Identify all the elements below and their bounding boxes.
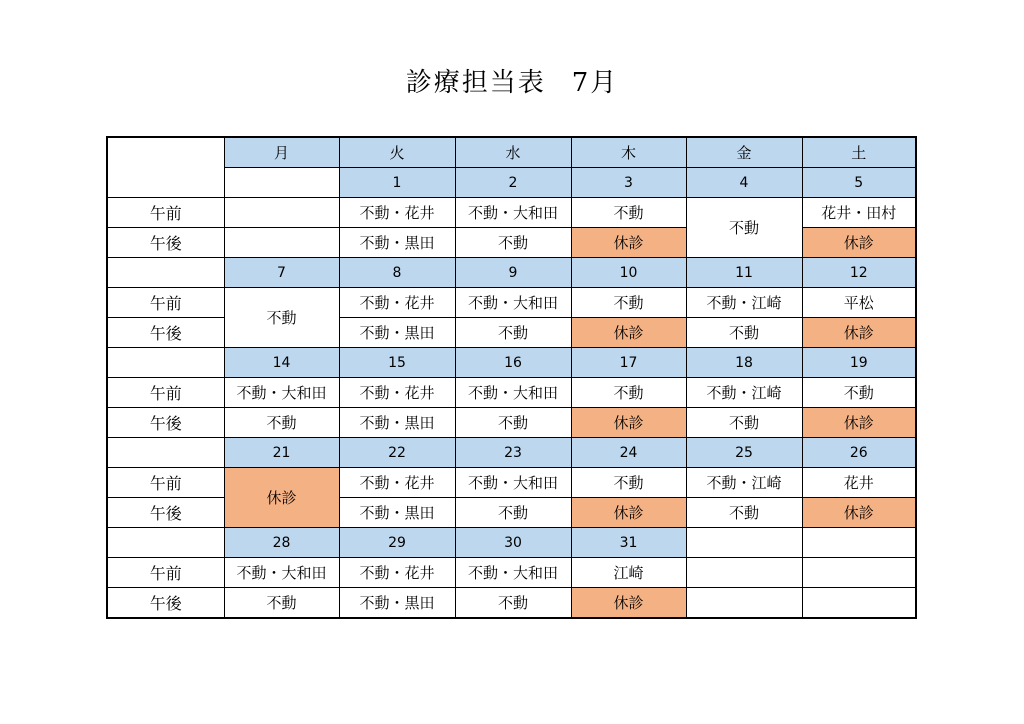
schedule-cell: 不動・花井: [339, 198, 455, 228]
weekday-cell: 水: [455, 137, 571, 168]
date-cell: 8: [339, 258, 455, 288]
schedule-cell: 不動・花井: [339, 288, 455, 318]
pm-label: 午後: [107, 498, 224, 528]
date-cell: 3: [571, 168, 686, 198]
schedule-cell: 不動・大和田: [455, 198, 571, 228]
schedule-cell: 不動: [455, 408, 571, 438]
date-cell: [224, 168, 339, 198]
schedule-cell: [802, 588, 916, 619]
closed-cell: 休診: [571, 498, 686, 528]
closed-cell: 休診: [802, 318, 916, 348]
am-row: [107, 288, 916, 318]
date-label-cell: [107, 438, 224, 468]
am-row: [107, 468, 916, 498]
schedule-cell: 不動: [571, 288, 686, 318]
schedule-cell: 不動・江崎: [686, 378, 802, 408]
schedule-cell: 不動: [686, 318, 802, 348]
weekday-header-row: [107, 137, 916, 168]
weekday-cell: 火: [339, 137, 455, 168]
closed-cell: 休診: [802, 228, 916, 258]
date-cell: 9: [455, 258, 571, 288]
pm-row: [107, 588, 916, 619]
weekday-cell: 月: [224, 137, 339, 168]
closed-cell: 休診: [224, 468, 339, 528]
schedule-cell: 不動: [686, 408, 802, 438]
date-cell: 28: [224, 528, 339, 558]
date-row: [107, 258, 916, 288]
date-row: [107, 348, 916, 378]
schedule-cell: 不動・江崎: [686, 288, 802, 318]
weekday-cell: 金: [686, 137, 802, 168]
closed-cell: 休診: [802, 408, 916, 438]
date-row: [107, 168, 916, 198]
date-cell: 22: [339, 438, 455, 468]
date-cell: 11: [686, 258, 802, 288]
date-cell: 15: [339, 348, 455, 378]
schedule-cell: 不動: [571, 198, 686, 228]
schedule-cell: 不動・大和田: [455, 378, 571, 408]
date-cell: 29: [339, 528, 455, 558]
schedule-cell: 不動・花井: [339, 378, 455, 408]
date-cell: 30: [455, 528, 571, 558]
schedule-cell: 不動・大和田: [224, 558, 339, 588]
schedule-cell: 不動: [455, 588, 571, 619]
date-cell: 25: [686, 438, 802, 468]
schedule-cell: 不動: [455, 318, 571, 348]
schedule-cell: [802, 558, 916, 588]
schedule-cell: 不動: [802, 378, 916, 408]
schedule-cell: 不動・大和田: [455, 288, 571, 318]
schedule-cell: 不動・大和田: [224, 378, 339, 408]
date-cell: 16: [455, 348, 571, 378]
am-label: 午前: [107, 198, 224, 228]
closed-cell: 休診: [571, 228, 686, 258]
date-cell: 4: [686, 168, 802, 198]
closed-cell: 休診: [802, 498, 916, 528]
date-cell: 1: [339, 168, 455, 198]
date-cell: [802, 528, 916, 558]
schedule-cell: 不動: [571, 468, 686, 498]
closed-cell: 休診: [571, 588, 686, 619]
schedule-cell: 不動・黒田: [339, 498, 455, 528]
schedule-cell: 不動・大和田: [455, 558, 571, 588]
date-label-cell: [107, 528, 224, 558]
schedule-cell: 不動・大和田: [455, 468, 571, 498]
schedule-cell: 平松: [802, 288, 916, 318]
am-label: 午前: [107, 288, 224, 318]
schedule-cell: 不動・黒田: [339, 408, 455, 438]
schedule-cell: 花井: [802, 468, 916, 498]
date-label-cell: [107, 348, 224, 378]
date-cell: 31: [571, 528, 686, 558]
am-label: 午前: [107, 558, 224, 588]
schedule-cell: 不動: [224, 408, 339, 438]
schedule-cell: 不動: [686, 198, 802, 258]
schedule-cell: [686, 558, 802, 588]
page-title: [0, 62, 1024, 99]
date-cell: 12: [802, 258, 916, 288]
date-cell: 23: [455, 438, 571, 468]
date-row: [107, 528, 916, 558]
date-cell: 2: [455, 168, 571, 198]
date-cell: 17: [571, 348, 686, 378]
schedule-cell: 不動: [455, 228, 571, 258]
date-row: [107, 438, 916, 468]
date-cell: 10: [571, 258, 686, 288]
schedule-cell: [686, 588, 802, 619]
date-cell: 19: [802, 348, 916, 378]
date-cell: 26: [802, 438, 916, 468]
schedule-cell: [224, 198, 339, 228]
date-label-cell: [107, 258, 224, 288]
pm-label: 午後: [107, 408, 224, 438]
weekday-cell: 土: [802, 137, 916, 168]
pm-label: 午後: [107, 588, 224, 619]
am-row: [107, 198, 916, 228]
schedule-cell: 不動・花井: [339, 558, 455, 588]
schedule-cell: 不動・黒田: [339, 228, 455, 258]
title-main: 診療担当表: [405, 68, 546, 98]
date-cell: 21: [224, 438, 339, 468]
am-label: 午前: [107, 468, 224, 498]
schedule-cell: 不動: [224, 288, 339, 348]
schedule-cell: 不動・花井: [339, 468, 455, 498]
am-row: [107, 558, 916, 588]
schedule-cell: 不動: [571, 378, 686, 408]
date-cell: 24: [571, 438, 686, 468]
date-cell: 7: [224, 258, 339, 288]
schedule-cell: [224, 228, 339, 258]
am-label: 午前: [107, 378, 224, 408]
closed-cell: 休診: [571, 408, 686, 438]
schedule-table: [106, 136, 917, 619]
schedule-cell: 不動: [686, 498, 802, 528]
schedule-cell: 江崎: [571, 558, 686, 588]
date-cell: 14: [224, 348, 339, 378]
date-cell: [686, 528, 802, 558]
date-cell: 5: [802, 168, 916, 198]
schedule-cell: 不動・江崎: [686, 468, 802, 498]
schedule-cell: 不動・黒田: [339, 588, 455, 619]
corner-cell: [107, 137, 224, 198]
pm-row: [107, 408, 916, 438]
date-cell: 18: [686, 348, 802, 378]
closed-cell: 休診: [571, 318, 686, 348]
pm-label: 午後: [107, 318, 224, 348]
pm-label: 午後: [107, 228, 224, 258]
schedule-cell: 花井・田村: [802, 198, 916, 228]
schedule-cell: 不動: [455, 498, 571, 528]
title-month: 7月: [571, 68, 619, 98]
schedule-cell: 不動・黒田: [339, 318, 455, 348]
am-row: [107, 378, 916, 408]
weekday-cell: 木: [571, 137, 686, 168]
schedule-cell: 不動: [224, 588, 339, 619]
